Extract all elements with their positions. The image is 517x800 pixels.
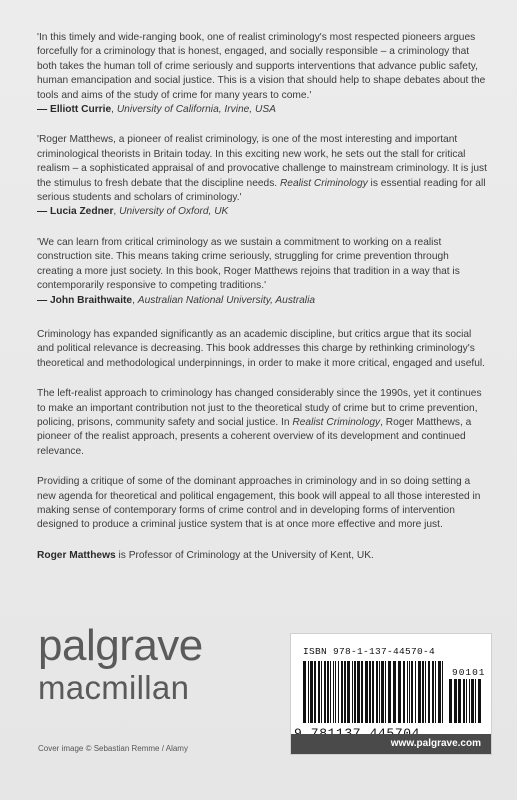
barcode-bar <box>372 661 374 723</box>
isbn-barcode <box>303 661 443 723</box>
barcode-bar <box>393 661 396 723</box>
barcode-bar <box>454 679 457 723</box>
description-paragraph-3: Providing a critique of some of the dominant approaches in criminology and in so doing setting a new agenda for theoretical and political engagement, this book will appeal to all those interested in making sense of contemporary forms of crime control and in developing forms of intervention designed to produce a criminal justice system that is at once more effective and more just. <box>37 476 481 531</box>
barcode-bar <box>361 661 363 723</box>
barcode-bar <box>438 661 441 723</box>
blurb-text <box>37 31 487 563</box>
cover-image-credit: Cover image © Sebastian Remme / Alamy <box>38 744 188 753</box>
publisher-url-bar <box>291 734 491 754</box>
quote-attribution: — Elliott Currie, University of California, Irvine, USA <box>37 104 276 116</box>
barcode-bar <box>458 679 461 723</box>
quote-attribution: — Lucia Zedner, University of Oxford, UK <box>37 206 229 218</box>
barcode-bar <box>385 661 386 723</box>
barcode-bar <box>422 661 424 723</box>
barcode-bar <box>376 661 378 723</box>
barcode-bar <box>425 661 426 723</box>
isbn-text: ISBN 978-1-137-44570-4 <box>303 646 436 657</box>
barcode-bar <box>369 661 371 723</box>
barcode-bar <box>335 661 336 723</box>
quote-text: 'In this timely and wide-ranging book, one of realist criminology's most respected pioneers argues forcefully for a criminology that is honest, engaged, and socially responsible – a criminology that both takes the human toll of crime seriously and supports interventions that advance public safety, human emancipation and social justice. This is a vision that should help to shape debates about the tools and aims of the study of crime for many years to come.' <box>37 32 486 101</box>
barcode-bar <box>333 661 334 723</box>
description-paragraph-1: Criminology has expanded significantly as an academic discipline, but critics argue that its social and political relevance is decreasing. This book addresses this charge by rethinking criminology's theoretical and methodological underpinnings, in order to make it more critical, engaged and useful. <box>37 328 485 369</box>
quote-affiliation: University of Oxford, UK <box>119 206 229 218</box>
quote-attribution: — John Braithwaite, Australian National University, Australia <box>37 294 316 306</box>
barcode-bar <box>478 679 481 723</box>
price-code: 90101 <box>452 667 486 678</box>
barcode-bar <box>308 661 309 723</box>
barcode-bar <box>338 661 339 723</box>
book-title: Realist Criminology <box>292 416 381 428</box>
barcode-bar <box>344 661 346 723</box>
barcode-bar <box>471 679 474 723</box>
quote-author: — Elliott Currie <box>37 104 112 116</box>
barcode-bar <box>357 661 360 723</box>
barcode-bar <box>381 661 384 723</box>
quote-affiliation: Australian National University, Australia <box>137 294 316 306</box>
barcode-bar <box>365 661 368 723</box>
barcode-bar <box>463 679 465 723</box>
publisher-url[interactable]: www.palgrave.com <box>390 738 481 749</box>
endorsement-quote-1 <box>37 31 487 117</box>
quote-text: 'Roger Matthews, a pioneer of realist criminology, is one of the most interesting and important criminological theorists in Britain today. In this exciting new work, he sets out the stall for critical realism – a sophisticated appraisal of and provocative challenge to mainstream criminology. It is just the stimulus to fresh debate that the discipline needs. <box>37 134 487 189</box>
barcode-bar <box>432 661 434 723</box>
barcode-bar <box>442 661 443 723</box>
barcode-bar <box>449 679 452 723</box>
quote-author: — John Braithwaite <box>37 294 133 306</box>
barcode-bar <box>324 661 326 723</box>
quote-author: — Lucia Zedner <box>37 206 114 218</box>
barcode-bar <box>428 661 430 723</box>
barcode-bar <box>321 661 322 723</box>
publisher-logo-line2: macmillan <box>38 669 190 706</box>
barcode-bar <box>314 661 316 723</box>
author-name: Roger Matthews <box>37 549 116 561</box>
barcode-bar <box>318 661 320 723</box>
barcode-bar <box>330 661 331 723</box>
barcode-bar <box>469 679 470 723</box>
author-bio-text: is Professor of Criminology at the University of Kent, UK. <box>115 549 374 561</box>
quote-text-end: is essential reading for all serious students and scholars of criminology.' <box>37 177 486 204</box>
barcode-bar <box>354 661 356 723</box>
barcode-bar <box>418 661 421 723</box>
quote-affiliation: University of California, Irvine, USA <box>116 104 276 116</box>
endorsement-quote-2 <box>37 133 487 219</box>
barcode-bar <box>475 679 476 723</box>
author-bio <box>37 549 487 563</box>
barcode-bar <box>435 661 436 723</box>
barcode-bar <box>352 661 353 723</box>
publisher-logo <box>38 621 203 706</box>
price-barcode <box>449 679 481 723</box>
barcode-bar <box>347 661 350 723</box>
publisher-logo-line1: palgrave <box>38 621 203 670</box>
barcode-bar <box>403 661 405 723</box>
barcode-bar <box>341 661 343 723</box>
barcode-bar <box>327 661 329 723</box>
barcode-bar <box>466 679 467 723</box>
quote-text: 'We can learn from critical criminology as we sustain a commitment to working on a realist construction site. This means taking crime seriously, struggling for crime prevention through creating a more just society. In this book, Roger Matthews rejoins that tradition in a way that is contemporarily responsive to competing traditions.' <box>37 236 460 292</box>
barcode-bar <box>407 661 408 723</box>
barcode-bar <box>415 661 416 723</box>
description-paragraph-2: The left-realist approach to criminology has changed considerably since the 1990s, yet it continues to make an important contribution not just to the theoretical study of crime but to crime prevention, policing, prisons, community safety and social justice. In Realist Criminology, Roger Matthews, a pioneer of the realist approach, presents a coherent overview of its development and continued relevance. <box>37 388 482 457</box>
barcode-bar <box>398 661 401 723</box>
barcode-bar <box>303 661 306 723</box>
barcode-bar <box>409 661 410 723</box>
barcode-bar <box>411 661 413 723</box>
endorsement-quote-3 <box>37 236 487 308</box>
quote-book-title: Realist Criminology <box>279 177 368 189</box>
barcode-bar <box>379 661 380 723</box>
barcode-panel <box>290 633 492 755</box>
barcode-bar <box>388 661 391 723</box>
barcode-bar <box>310 661 313 723</box>
